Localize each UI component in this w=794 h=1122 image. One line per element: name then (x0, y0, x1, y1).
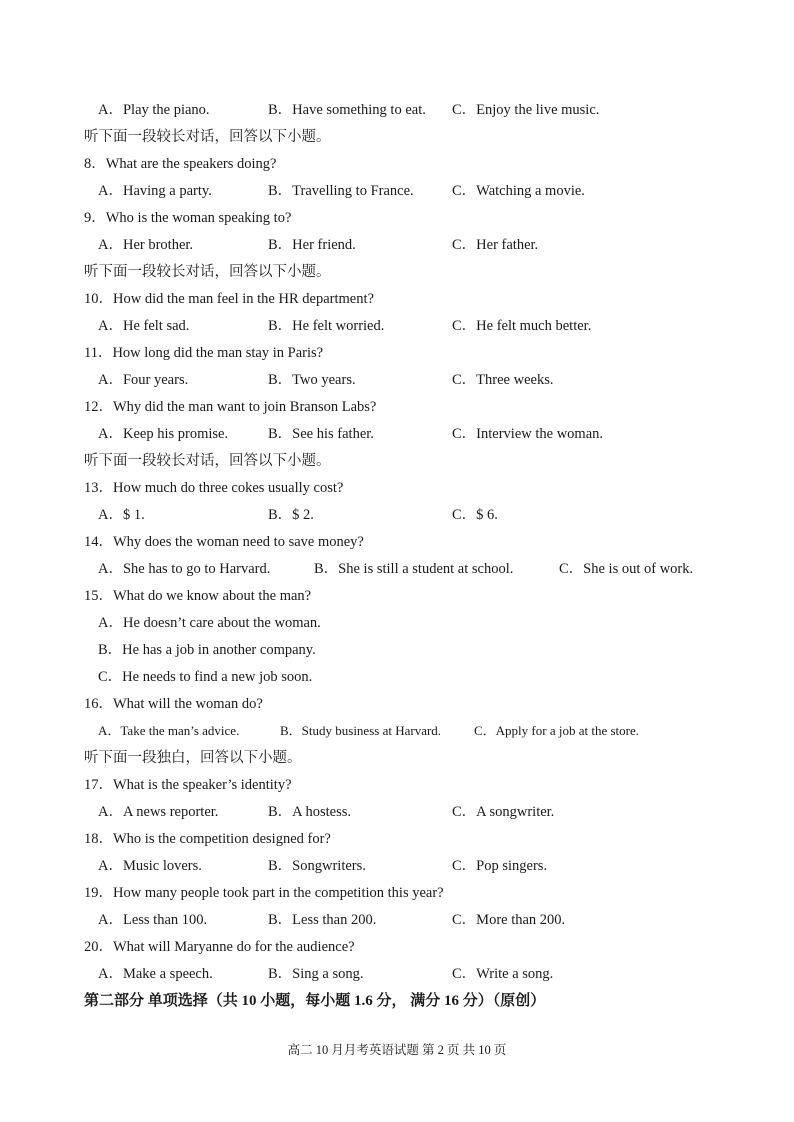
question-stem: 17．What is the speaker’s identity? (84, 777, 292, 793)
section-note: 听下面一段较长对话，回答以下小题。 (84, 264, 331, 280)
q15-option-b: B．He has a job in another company. (98, 642, 316, 658)
q17-option-c: C．A songwriter. (452, 804, 555, 820)
q16-option-b: B．Study business at Harvard. (280, 723, 442, 738)
q10-option-a: A．He felt sad. (98, 318, 190, 334)
page-footer: 高二 10 月月考英语试题 第 2 页 共 10 页 (287, 1043, 507, 1057)
q14-option-b: B．She is still a student at school. (314, 561, 514, 577)
question-stem: 10．How did the man feel in the HR department? (84, 291, 374, 307)
question-stem: 12．Why did the man want to join Branson Labs? (84, 399, 377, 415)
q15-option-a: A．He doesn’t care about the woman. (98, 615, 321, 631)
q10-option-b: B．He felt worried. (268, 318, 385, 334)
q9-option-a: A．Her brother. (98, 237, 194, 253)
q19-option-c: C．More than 200. (452, 912, 566, 928)
part-two-heading: 第二部分 单项选择（共 10 小题，每小题 1.6 分， 满分 16 分）（原创） (84, 993, 546, 1009)
question-stem: 11．How long did the man stay in Paris? (84, 345, 324, 361)
q7-option-c: C．Enjoy the live music. (452, 102, 600, 118)
q15-option-c: C．He needs to find a new job soon. (98, 669, 313, 685)
q8-option-c: C．Watching a movie. (452, 183, 585, 199)
q7-option-a: A．Play the piano. (98, 102, 210, 118)
q20-option-b: B．Sing a song. (268, 966, 364, 982)
question-stem: 8．What are the speakers doing? (84, 156, 277, 172)
q18-option-a: A．Music lovers. (98, 858, 202, 874)
q9-option-b: B．Her friend. (268, 237, 356, 253)
q18-option-b: B．Songwriters. (268, 858, 366, 874)
q10-option-c: C．He felt much better. (452, 318, 592, 334)
q12-option-a: A．Keep his promise. (98, 426, 229, 442)
q13-option-a: A．$ 1. (98, 507, 145, 523)
q8-option-a: A．Having a party. (98, 183, 212, 199)
q16-option-a: A．Take the man’s advice. (98, 723, 240, 738)
question-stem: 18．Who is the competition designed for? (84, 831, 331, 847)
q20-option-a: A．Make a speech. (98, 966, 213, 982)
q7-option-b: B．Have something to eat. (268, 102, 426, 118)
q11-option-b: B．Two years. (268, 372, 356, 388)
q14-option-c: C．She is out of work. (559, 561, 694, 577)
q20-option-c: C．Write a song. (452, 966, 554, 982)
question-stem: 15．What do we know about the man? (84, 588, 312, 604)
q16-option-c: C．Apply for a job at the store. (474, 723, 639, 738)
section-note: 听下面一段较长对话，回答以下小题。 (84, 129, 331, 145)
q17-option-b: B．A hostess. (268, 804, 351, 820)
q19-option-b: B．Less than 200. (268, 912, 377, 928)
question-stem: 19．How many people took part in the competition this year? (84, 885, 444, 901)
q11-option-c: C．Three weeks. (452, 372, 554, 388)
q13-option-c: C．$ 6. (452, 507, 498, 523)
q17-option-a: A．A news reporter. (98, 804, 219, 820)
q14-option-a: A．She has to go to Harvard. (98, 561, 271, 577)
q12-option-c: C．Interview the woman. (452, 426, 604, 442)
q19-option-a: A．Less than 100. (98, 912, 208, 928)
question-stem: 13．How much do three cokes usually cost? (84, 480, 344, 496)
q8-option-b: B．Travelling to France. (268, 183, 414, 199)
section-note: 听下面一段独白，回答以下小题。 (84, 750, 302, 766)
question-stem: 20．What will Maryanne do for the audience? (84, 939, 355, 955)
q11-option-a: A．Four years. (98, 372, 189, 388)
section-note: 听下面一段较长对话，回答以下小题。 (84, 453, 331, 469)
question-stem: 14．Why does the woman need to save money? (84, 534, 364, 550)
q18-option-c: C．Pop singers. (452, 858, 548, 874)
q9-option-c: C．Her father. (452, 237, 539, 253)
question-stem: 9．Who is the woman speaking to? (84, 210, 292, 226)
question-stem: 16．What will the woman do? (84, 696, 263, 712)
q13-option-b: B．$ 2. (268, 507, 314, 523)
q12-option-b: B．See his father. (268, 426, 374, 442)
